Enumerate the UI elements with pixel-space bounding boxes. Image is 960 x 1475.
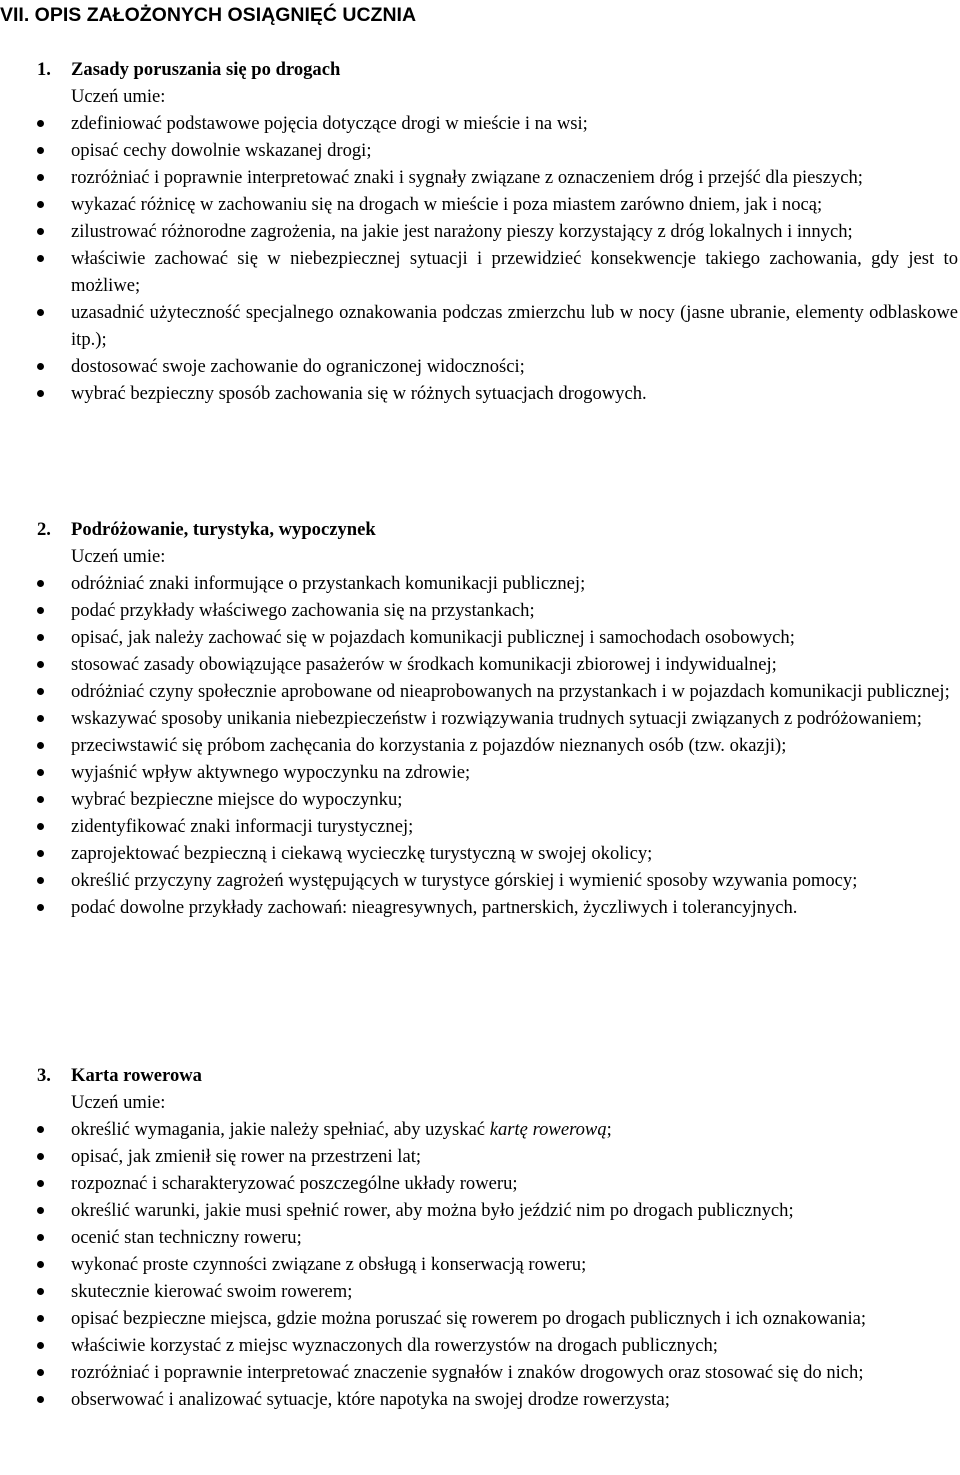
bullet-icon <box>37 1153 44 1160</box>
list-item <box>0 705 958 732</box>
list-item <box>0 110 958 137</box>
bullet-icon <box>37 1261 44 1268</box>
bullet-icon <box>37 1369 44 1376</box>
document-title: VII. OPIS ZAŁOŻONYCH OSIĄGNIĘĆ UCZNIA <box>0 4 417 26</box>
bullet-icon <box>37 1126 44 1133</box>
section-intro: Uczeń umie: <box>71 1092 166 1113</box>
section-number: 2. <box>37 519 51 540</box>
list-item-text: odróżniać czyny społecznie aprobowane od nieaprobowanych na przystankach i w pojazdach komunikacji publicznej; <box>71 681 950 702</box>
list-item-text: określić przyczyny zagrożeń występujących w turystyce górskiej i wymienić sposoby wzywania pomocy; <box>71 870 858 891</box>
section-heading <box>0 1062 960 1089</box>
bullet-icon <box>37 120 44 127</box>
list-item-text: uzasadnić użyteczność specjalnego oznakowania podczas zmierzchu lub w nocy (jasne ubranie, elementy odblaskowe itp.); <box>71 302 958 350</box>
list-item <box>0 299 958 353</box>
bullet-icon <box>37 796 44 803</box>
list-item <box>0 1332 958 1359</box>
list-item <box>0 1116 958 1143</box>
bullet-icon <box>37 904 44 911</box>
bullet-icon <box>37 688 44 695</box>
list-item-text: zidentyfikować znaki informacji turystycznej; <box>71 816 414 837</box>
bullet-icon <box>37 661 44 668</box>
list-item-text: podać dowolne przykłady zachowań: nieagresywnych, partnerskich, życzliwych i tolerancyjnych. <box>71 897 798 918</box>
section-travel-tourism <box>0 516 960 921</box>
list-item-text: wykazać różnicę w zachowaniu się na drogach w mieście i poza miastem zarówno dniem, jak i nocą; <box>71 194 823 215</box>
list-item-text: wybrać bezpieczny sposób zachowania się w różnych sytuacjach drogowych. <box>71 383 647 404</box>
list-item-text-after: ; <box>606 1119 612 1140</box>
list-item-text: zaprojektować bezpieczną i ciekawą wycieczkę turystyczną w swojej okolicy; <box>71 843 653 864</box>
list-item-text: wykonać proste czynności związane z obsługą i konserwacją roweru; <box>71 1254 587 1275</box>
list-item-text: rozróżniać i poprawnie interpretować znaki i sygnały związane z oznaczeniem dróg i przejść dla pieszych; <box>71 167 863 188</box>
bullet-icon <box>37 877 44 884</box>
bullet-icon <box>37 742 44 749</box>
list-item-text: opisać bezpieczne miejsca, gdzie można poruszać się rowerem po drogach publicznych i ich oznakowania; <box>71 1308 867 1329</box>
bullet-icon <box>37 850 44 857</box>
section-heading <box>0 56 960 83</box>
section-road-rules <box>0 56 960 407</box>
list-item <box>0 570 958 597</box>
bullet-icon <box>37 1180 44 1187</box>
list-item <box>0 813 958 840</box>
bullet-icon <box>37 1315 44 1322</box>
list-item <box>0 867 958 894</box>
list-item <box>0 624 958 651</box>
list-item-text: określić warunki, jakie musi spełnić rower, aby można było jeździć nim po drogach publicznych; <box>71 1200 794 1221</box>
list-item <box>0 651 958 678</box>
outcome-list <box>0 570 960 921</box>
list-item-text: właściwie zachować się w niebezpiecznej sytuacji i przewidzieć konsekwencje takiego zachowania, gdy jest to możliwe; <box>71 248 958 296</box>
list-item <box>0 1278 958 1305</box>
list-item <box>0 1143 958 1170</box>
list-item <box>0 732 958 759</box>
list-item-text: właściwie korzystać z miejsc wyznaczonych dla rowerzystów na drogach publicznych; <box>71 1335 718 1356</box>
list-item <box>0 164 958 191</box>
list-item-text: odróżniać znaki informujące o przystankach komunikacji publicznej; <box>71 573 586 594</box>
list-item <box>0 245 958 299</box>
list-item <box>0 137 958 164</box>
bullet-icon <box>37 255 44 262</box>
bullet-icon <box>37 1207 44 1214</box>
list-item <box>0 380 958 407</box>
list-item <box>0 218 958 245</box>
list-item-text: rozróżniać i poprawnie interpretować znaczenie sygnałów i znaków drogowych oraz stosować się do nich; <box>71 1362 864 1383</box>
list-item <box>0 1359 958 1386</box>
outcome-list <box>0 110 960 407</box>
list-item-text: skutecznie kierować swoim rowerem; <box>71 1281 353 1302</box>
list-item-text: zdefiniować podstawowe pojęcia dotyczące drogi w mieście i na wsi; <box>71 113 588 134</box>
list-item <box>0 1224 958 1251</box>
section-number: 1. <box>37 59 51 80</box>
section-bike-card <box>0 1062 960 1413</box>
list-item-text-before: określić wymagania, jakie należy spełniać, aby uzyskać <box>71 1119 490 1140</box>
list-item <box>0 840 958 867</box>
list-item <box>0 1386 958 1413</box>
bullet-icon <box>37 769 44 776</box>
section-intro: Uczeń umie: <box>71 86 166 107</box>
list-item <box>0 678 958 705</box>
list-item-text: wybrać bezpieczne miejsce do wypoczynku; <box>71 789 403 810</box>
bullet-icon <box>37 607 44 614</box>
list-item <box>0 894 958 921</box>
list-item-text: podać przykłady właściwego zachowania się na przystankach; <box>71 600 535 621</box>
list-item-text: dostosować swoje zachowanie do ograniczonej widoczności; <box>71 356 525 377</box>
list-item-text: opisać cechy dowolnie wskazanej drogi; <box>71 140 372 161</box>
bullet-icon <box>37 174 44 181</box>
list-item-text: wskazywać sposoby unikania niebezpieczeństw i rozwiązywania trudnych sytuacji związanych z podróżowaniem; <box>71 708 922 729</box>
list-item-text: ocenić stan techniczny roweru; <box>71 1227 302 1248</box>
bullet-icon <box>37 147 44 154</box>
list-item-text: opisać, jak zmienił się rower na przestrzeni lat; <box>71 1146 422 1167</box>
section-title: Zasady poruszania się po drogach <box>71 59 341 80</box>
list-item-emphasis: kartę rowerową <box>489 1119 607 1140</box>
bullet-icon <box>37 580 44 587</box>
bullet-icon <box>37 201 44 208</box>
section-number: 3. <box>37 1065 51 1086</box>
section-heading <box>0 516 960 543</box>
bullet-icon <box>37 363 44 370</box>
bullet-icon <box>37 390 44 397</box>
bullet-icon <box>37 823 44 830</box>
list-item-text: rozpoznać i scharakteryzować poszczególne układy roweru; <box>71 1173 518 1194</box>
bullet-icon <box>37 1288 44 1295</box>
section-title: Podróżowanie, turystyka, wypoczynek <box>71 519 376 540</box>
outcome-list <box>0 1116 960 1413</box>
list-item-text: przeciwstawić się próbom zachęcania do korzystania z pojazdów nieznanych osób (tzw. okazji); <box>71 735 787 756</box>
list-item <box>0 191 958 218</box>
list-item-text: zilustrować różnorodne zagrożenia, na jakie jest narażony pieszy korzystający z dróg lokalnych i innych; <box>71 221 853 242</box>
list-item <box>0 1251 958 1278</box>
bullet-icon <box>37 1342 44 1349</box>
list-item-text: wyjaśnić wpływ aktywnego wypoczynku na zdrowie; <box>71 762 471 783</box>
list-item <box>0 786 958 813</box>
list-item <box>0 1305 958 1332</box>
bullet-icon <box>37 634 44 641</box>
list-item <box>0 759 958 786</box>
bullet-icon <box>37 309 44 316</box>
list-item <box>0 597 958 624</box>
list-item-text: stosować zasady obowiązujące pasażerów w środkach komunikacji zbiorowej i indywidualnej; <box>71 654 777 675</box>
list-item <box>0 1197 958 1224</box>
bullet-icon <box>37 228 44 235</box>
list-item <box>0 353 958 380</box>
list-item <box>0 1170 958 1197</box>
list-item-text: obserwować i analizować sytuacje, które napotyka na swojej drodze rowerzysta; <box>71 1389 670 1410</box>
list-item-text: opisać, jak należy zachować się w pojazdach komunikacji publicznej i samochodach osobowych; <box>71 627 795 648</box>
bullet-icon <box>37 715 44 722</box>
section-intro: Uczeń umie: <box>71 546 166 567</box>
bullet-icon <box>37 1234 44 1241</box>
bullet-icon <box>37 1396 44 1403</box>
section-title: Karta rowerowa <box>71 1065 202 1086</box>
